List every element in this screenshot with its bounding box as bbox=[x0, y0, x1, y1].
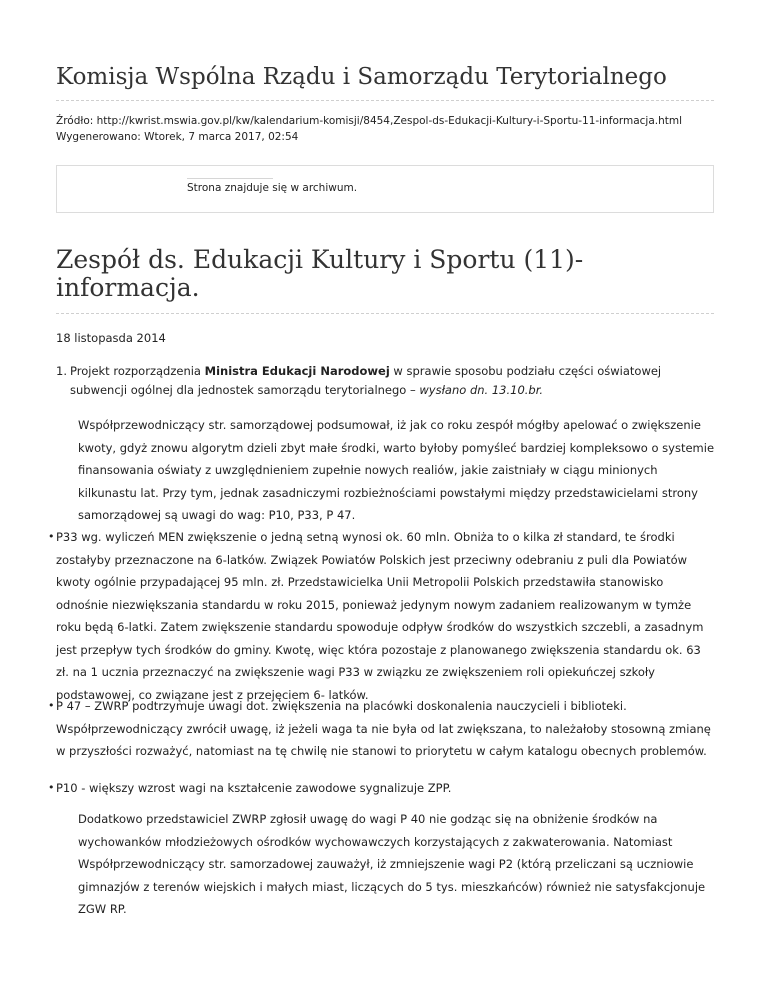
item1-middle: w sprawie sposobu podziału części oświatowej subwencji ogólnej dla jednostek samorządu terytorialnego – bbox=[70, 364, 662, 397]
bullet-text: P10 - większy wzrost wagi na kształcenie zawodowe sygnalizuje ZPP. bbox=[56, 781, 452, 795]
item1-ministry: Ministra Edukacji Narodowej bbox=[204, 364, 390, 378]
meta-block bbox=[56, 113, 682, 145]
source-url: Źródło: http://kwrist.mswia.gov.pl/kw/kalendarium-komisji/8454,Zespol-ds-Edukacji-Kultury-i-Sportu-11-informacja.html bbox=[56, 115, 683, 127]
item1-sent-date: wysłano dn. 13.10.br. bbox=[419, 383, 544, 397]
article-title: Zespół ds. Edukacji Kultury i Sportu (11)-informacja. bbox=[56, 245, 584, 302]
bullet-icon: • bbox=[48, 699, 55, 712]
article-title-divider bbox=[56, 313, 714, 314]
site-title: Komisja Wspólna Rządu i Samorządu Terytorialnego bbox=[56, 64, 667, 90]
archive-notice-box bbox=[56, 165, 714, 213]
list-number: 1. bbox=[56, 364, 67, 378]
bullet-item-p33 bbox=[48, 526, 716, 706]
archive-divider bbox=[187, 178, 273, 179]
paragraph-summary: Współprzewodniczący str. samorządowej podsumował, iż jak co roku zespół mógłby apelować o zwiększenie kwoty, gdyż znowu algorytm dzieli zbyt małe środki, warto byłoby pomyśleć bardziej kompleksowo o systemie finansowania oświaty z uwzględnieniem zupełnie nowych realiów, jakie zaistniały w ciągu minionych kilkunastu lat. Przy tym, jednak zasadniczymi rozbieżnościami powstałymi między przedstawicielami strony samorządowej są uwagi do wag: P10, P33, P 47. bbox=[78, 418, 715, 522]
bullet-item-p47 bbox=[48, 695, 716, 763]
archive-notice: Strona znajduje się w archiwum. bbox=[187, 182, 358, 194]
bullet-text: P 47 – ZWRP podtrzymuje uwagi dot. zwiększenia na placówki doskonalenia nauczycieli i biblioteki. Współprzewodniczący zwrócił uwagę, iż jeżeli waga ta nie była od lat zwiększana, to należałoby stosowną zmianę w przyszłości rozważyć, natomiast na tę chwilę nie stanowi to priorytetu w całym katalogu obecnych problemów. bbox=[56, 699, 711, 758]
list-item-1 bbox=[56, 362, 714, 400]
bullet-text: P33 wg. wyliczeń MEN zwiększenie o jedną setną wynosi ok. 60 mln. Obniża to o kilka zł standard, te środki zostałyby przeznaczone na 6-latków. Związek Powiatów Polskich jest przeciwny odebraniu z puli dla Powiatów kwoty ogólnie przypadającej 95 mln. zł. Przedstawicielka Unii Metropolii Polskich przedstawiła stanowisko odnośnie niezwiększania standardu w roku 2015, ponieważ jedynym nowym zadaniem realizowanym w tymże roku będą 6-latki. Zatem zwiększenie standardu spowoduje odpływ środków do wszystkich szczebli, a zasadnym jest przepływ tych środków do gminy. Kwotę, więc która pozostaje z planowanego zwiększenia standardu ok. 63 zł. na 1 ucznia przeznaczyć na zwiększenie wagi P33 w związku ze zwiększeniem roli opiekuńczej szkoły podstawowej, co związane jest z przejęciem 6- latków. bbox=[56, 530, 704, 702]
paragraph-additional: Dodatkowo przedstawiciel ZWRP zgłosił uwagę do wagi P 40 nie godząc się na obniżenie środków na wychowanków młodzieżowych ośrodków wychowawczych korzystających z zakwaterowania. Natomiast Współprzewodniczący str. samorzadowej zauważył, iż zmniejszenie wagi P2 (którą przeliczani są uczniowie gimnazjów z terenów wiejskich i małych miast, liczących do 5 tys. mieszkańców) również nie satysfakcjonuje ZGW RP. bbox=[78, 812, 706, 916]
bullet-icon: • bbox=[48, 530, 55, 543]
bullet-icon: • bbox=[48, 781, 55, 794]
title-divider bbox=[56, 100, 714, 101]
bullet-item-p10 bbox=[48, 777, 716, 800]
item1-prefix: Projekt rozporządzenia bbox=[70, 364, 205, 378]
article-date: 18 listopasda 2014 bbox=[56, 331, 166, 345]
generated-date: Wygenerowano: Wtorek, 7 marca 2017, 02:54 bbox=[56, 131, 299, 143]
